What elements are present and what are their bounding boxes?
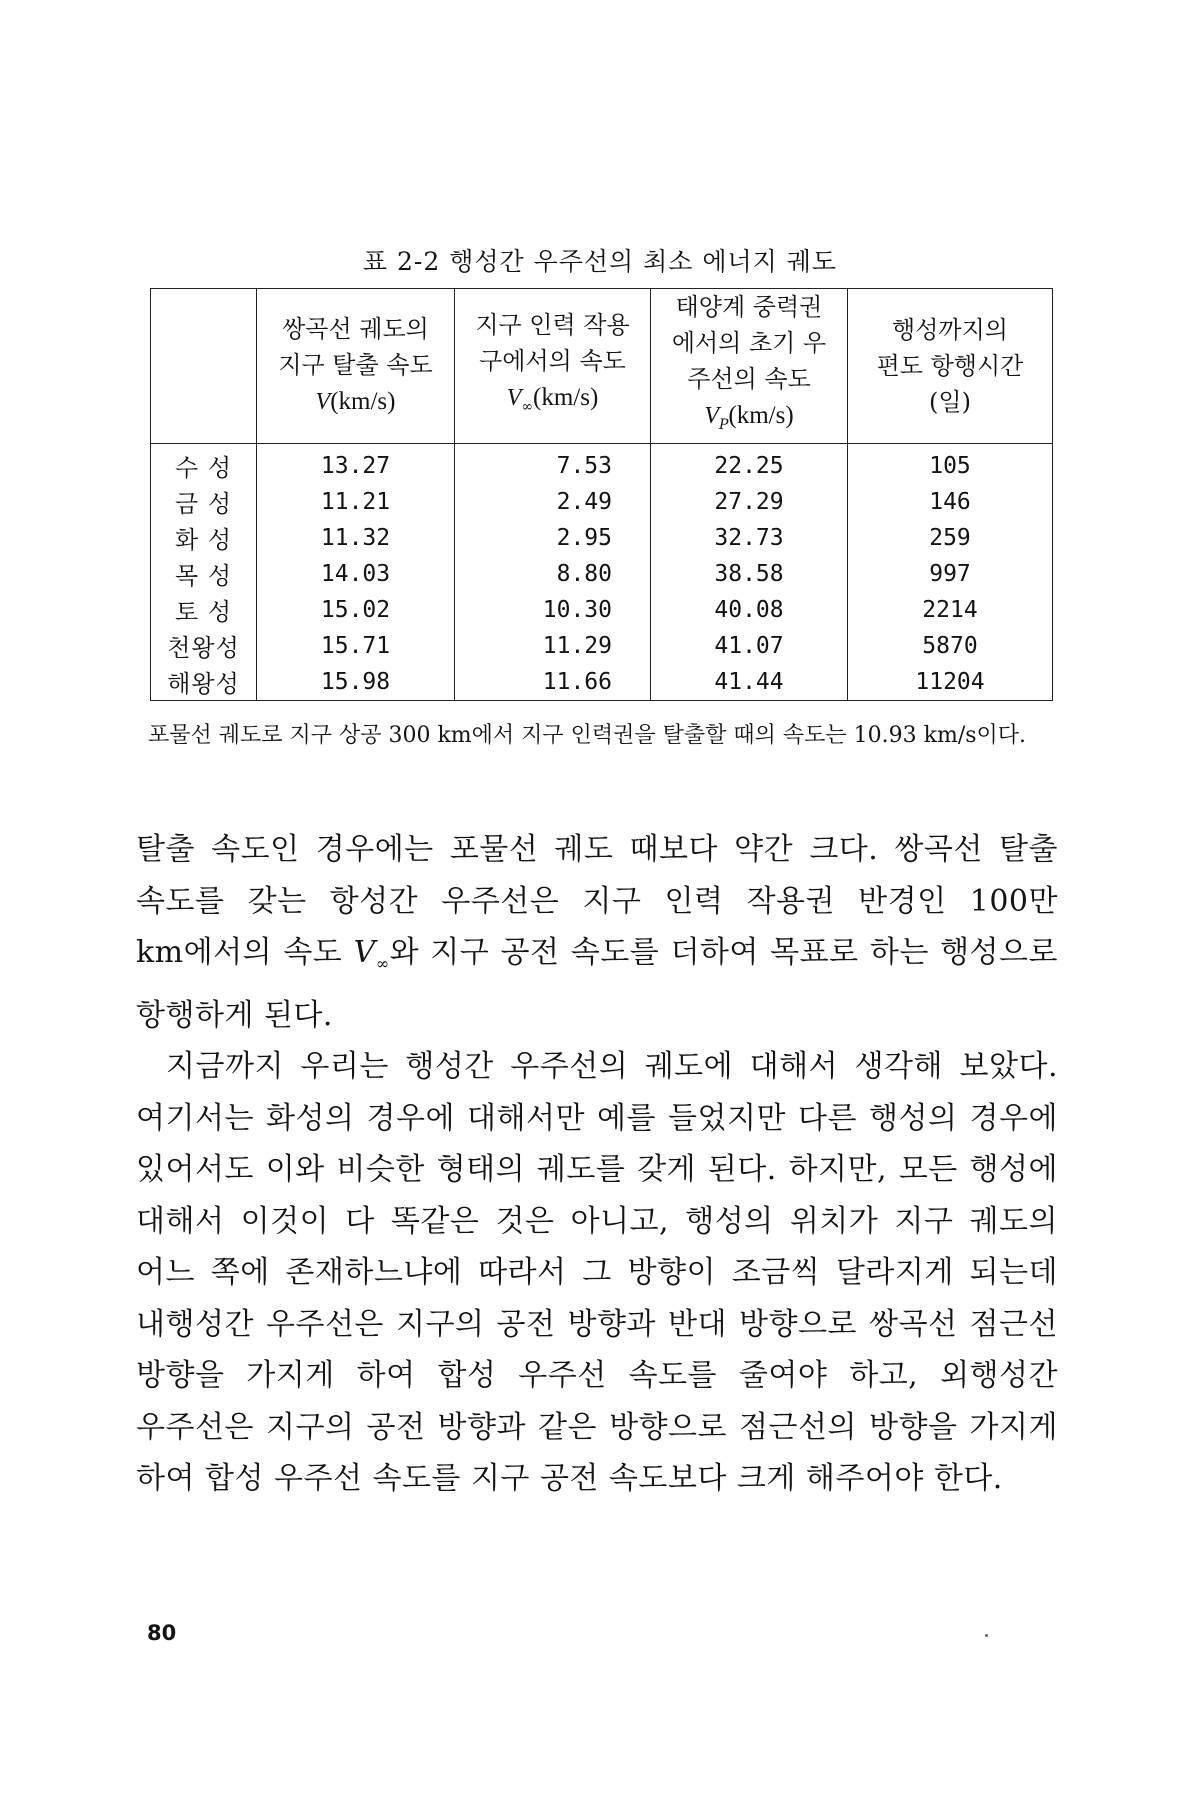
escape-velocity-cell: 15.02: [257, 592, 455, 628]
velocity-symbol: V: [353, 935, 376, 970]
sphere-velocity-cell: 10.30: [455, 592, 651, 628]
header-text-line: 태양계 중력권: [675, 293, 823, 321]
orbit-data-table: [150, 288, 1053, 701]
planet-name-cell: 천왕성: [151, 628, 257, 664]
header-sphere-velocity: [455, 289, 651, 444]
travel-time-cell: 146: [848, 484, 1053, 520]
header-text-line: 에서의 초기 우: [671, 329, 827, 357]
planet-name-cell: 수 성: [151, 443, 257, 484]
velocity-subscript: ∞: [521, 398, 534, 415]
paragraph-text: 와 지구 공전 속도를 더하여 목표로 하는 행성으로 항행하게 된다.: [136, 935, 1058, 1033]
sphere-velocity-cell: 11.29: [455, 628, 651, 664]
table-row: [151, 628, 1053, 664]
escape-velocity-cell: 14.03: [257, 556, 455, 592]
initial-velocity-cell: 40.08: [651, 592, 848, 628]
table-row: [151, 484, 1053, 520]
header-initial-velocity: [651, 289, 848, 444]
header-text-line: 편도 항행시간: [876, 351, 1024, 380]
travel-time-cell: 997: [848, 556, 1053, 592]
header-unit-line: (일): [929, 387, 971, 416]
escape-velocity-cell: 11.21: [257, 484, 455, 520]
velocity-subscript: P: [718, 416, 729, 433]
header-unit-line: [261, 383, 450, 420]
velocity-symbol: V: [506, 385, 522, 411]
escape-velocity-cell: 13.27: [257, 443, 455, 484]
planet-name-cell: 목 성: [151, 556, 257, 592]
table-header-row: [151, 289, 1053, 444]
table-row: [151, 664, 1053, 701]
planet-name-cell: 화 성: [151, 520, 257, 556]
escape-velocity-cell: 15.71: [257, 628, 455, 664]
header-text-line: 행성까지의: [892, 315, 1008, 344]
travel-time-cell: 2214: [848, 592, 1053, 628]
body-text: [136, 824, 1058, 1505]
velocity-symbol: V: [315, 389, 331, 416]
table-row: [151, 556, 1053, 592]
sphere-velocity-cell: 8.80: [455, 556, 651, 592]
initial-velocity-cell: 38.58: [651, 556, 848, 592]
header-text-line: 지구 인력 작용: [475, 311, 630, 339]
initial-velocity-cell: 41.44: [651, 664, 848, 701]
travel-time-cell: 11204: [848, 664, 1053, 701]
planet-name-cell: 금 성: [151, 484, 257, 520]
sphere-velocity-cell: 11.66: [455, 664, 651, 701]
header-travel-time: [848, 289, 1053, 444]
initial-velocity-cell: 32.73: [651, 520, 848, 556]
sphere-velocity-cell: 7.53: [455, 443, 651, 484]
page-number: 80: [147, 1621, 177, 1645]
travel-time-cell: 259: [848, 520, 1053, 556]
sphere-velocity-cell: 2.49: [455, 484, 651, 520]
velocity-symbol: V: [704, 403, 719, 429]
paragraph-text: 탈출 속도인 경우에는 포물선 궤도 때보다 약간 크다. 쌍곡선 탈출 속도를 갖는 항성간 우주선은 지구 인력 작용권 반경인 100만 km에서의 속도: [136, 832, 1058, 970]
unit-label: (km/s): [330, 388, 396, 416]
header-text-line: 쌍곡선 궤도의: [282, 315, 429, 344]
initial-velocity-cell: 22.25: [651, 443, 848, 484]
table-caption: 표 2-2 행성간 우주선의 최소 에너지 궤도: [362, 247, 838, 276]
escape-velocity-cell: 11.32: [257, 520, 455, 556]
escape-velocity-cell: 15.98: [257, 664, 455, 701]
paragraph: 지금까지 우리는 행성간 우주선의 궤도에 대해서 생각해 보았다. 여기서는 화성의 경우에 대해서만 예를 들었지만 다른 행성의 경우에 있어서도 이와 비슷한 형태의 궤도를 갖게 된다. 하지만, 모든 행성에 대해서 이것이 다 똑같은 것은 아니고, 행성의 위치가 지구 궤도의 어느 쪽에 존재하느냐에 따라서 그 방향이 조금씩 달라지게 되는데 내행성간 우주선은 지구의 공전 방향과 반대 방향으로 쌍곡선 점근선 방향을 가지게 하여 합성 우주선 속도를 줄여야 하고, 외행성간 우주선은 지구의 공전 방향과 같은 방향으로 점근선의 방향을 가지게 하여 합성 우주선 속도를 지구 공전 속도보다 크게 해주어야 한다.: [136, 1049, 1058, 1496]
header-unit-line: [459, 379, 646, 425]
table-footnote: 포물선 궤도로 지구 상공 300 km에서 지구 인력권을 탈출할 때의 속도는 10.93 km/s이다.: [148, 723, 1027, 748]
header-unit-line: [655, 397, 843, 443]
scan-dot: [985, 1634, 988, 1637]
velocity-subscript: ∞: [375, 954, 390, 973]
table-row: [151, 443, 1053, 484]
travel-time-cell: 105: [848, 443, 1053, 484]
planet-name-cell: 해왕성: [151, 664, 257, 701]
unit-label: (km/s): [728, 402, 794, 429]
header-text-line: 지구 탈출 속도: [278, 351, 433, 380]
sphere-velocity-cell: 2.95: [455, 520, 651, 556]
header-corner-cell: [151, 289, 257, 444]
header-text-line: 주선의 속도: [687, 365, 811, 393]
header-escape-velocity: [257, 289, 455, 444]
unit-label: (km/s): [533, 384, 599, 411]
initial-velocity-cell: 41.07: [651, 628, 848, 664]
paragraph: [136, 824, 1058, 1041]
table-row: [151, 520, 1053, 556]
travel-time-cell: 5870: [848, 628, 1053, 664]
header-text-line: 구에서의 속도: [479, 347, 626, 375]
table-row: [151, 592, 1053, 628]
initial-velocity-cell: 27.29: [651, 484, 848, 520]
planet-name-cell: 토 성: [151, 592, 257, 628]
